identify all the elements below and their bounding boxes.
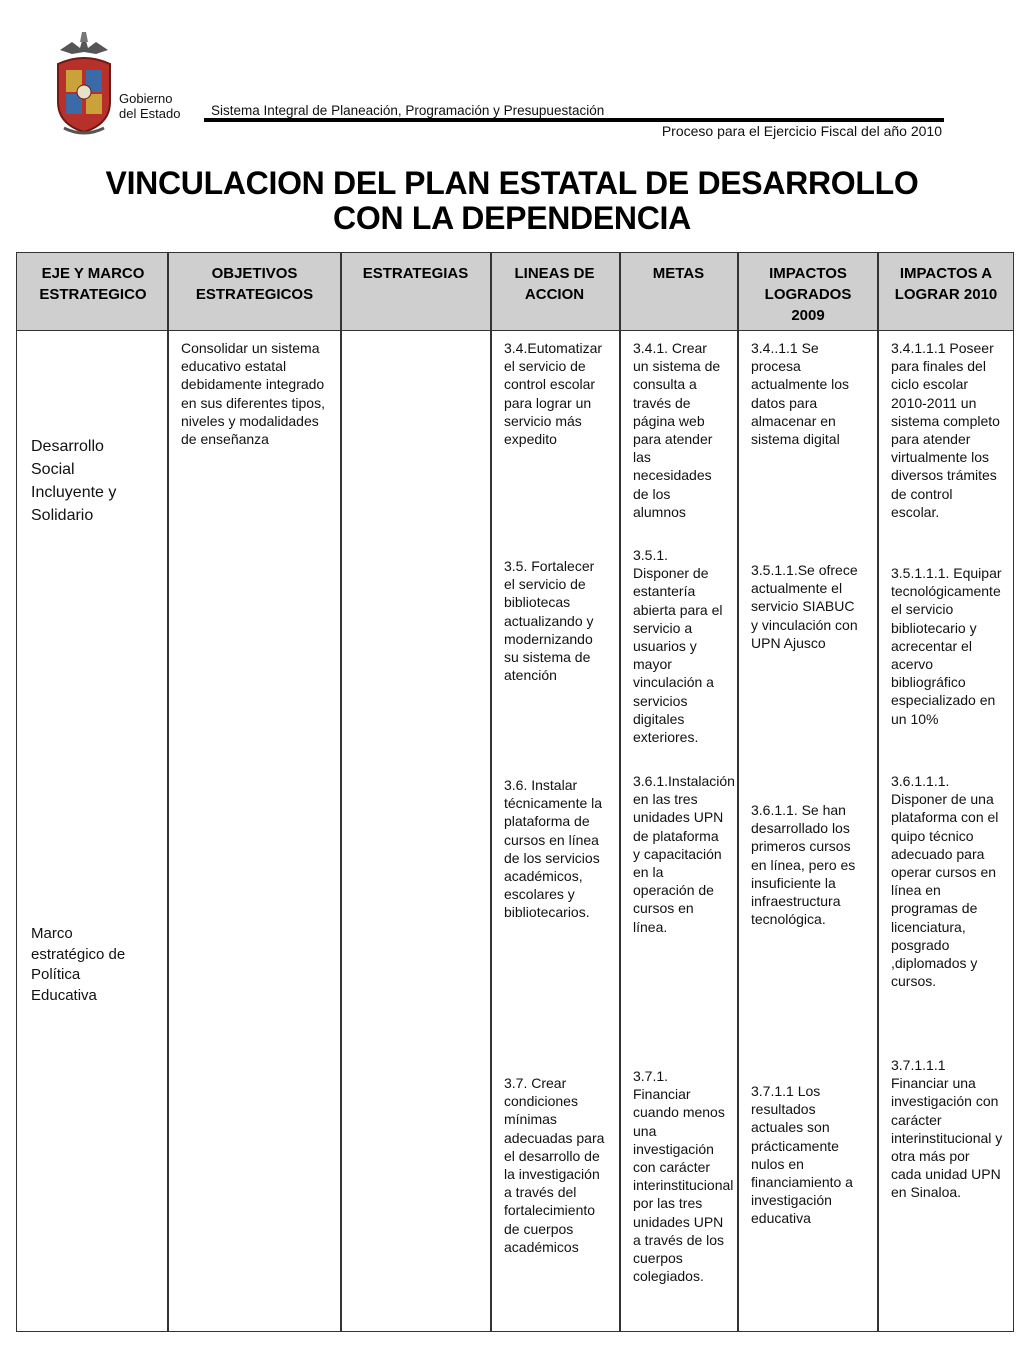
- column-divider: [619, 253, 621, 1331]
- meta-3-7-1: 3.7.1. Financiar cuando menos una investigación con carácter interinstitucional por las tres unidades UPN a través de los cuerpos colegiados.: [633, 1068, 734, 1285]
- linea-3-6: 3.6. Instalar técnicamente la plataforma de cursos en línea de los servicios académicos, escolares y bibliotecarios.: [504, 777, 603, 921]
- header-rule: [204, 118, 944, 122]
- column-divider: [340, 253, 342, 1331]
- lograr-3-6: 3.6.1.1.1. Disponer de una plataforma con el quipo técnico adecuado para operar cursos en línea en programas de licenciatura, posgrado ,diplomados y cursos.: [891, 773, 999, 990]
- state-seal-logo: [52, 28, 116, 138]
- linea-3-4: 3.4.Eutomatizar el servicio de control escolar para lograr un servicio más expedito: [504, 340, 603, 448]
- header-lineas: LINEAS DE ACCION: [514, 265, 595, 303]
- process-label: Proceso para el Ejercicio Fiscal del año 2010: [661, 123, 942, 139]
- meta-3-4-1: 3.4.1. Crear un sistema de consulta a través de página web para atender las necesidades de los alumnos: [633, 340, 721, 520]
- lograr-3-7: 3.7.1.1.1 Financiar una investigación con carácter interinstitucional y otra más por cada unidad UPN en Sinaloa.: [891, 1057, 1003, 1201]
- eje-desarrollo-social: Desarrollo Social Incluyente y Solidario: [31, 438, 117, 524]
- logrado-3-6: 3.6.1.1. Se han desarrollado los primeros cursos en línea, pero es insuficiente la infraestructura tecnológica.: [751, 802, 856, 928]
- lograr-3-4: 3.4.1.1.1 Poseer para finales del ciclo escolar 2010-2011 un sistema completo para atender virtualmente los diversos trámites de control escolar.: [891, 340, 1000, 520]
- objetivo-cell: Consolidar un sistema educativo estatal debidamente integrado en sus diferentes tipos, niveles y modalidades de enseñanza: [181, 340, 325, 448]
- column-divider: [490, 253, 492, 1331]
- linea-3-7: 3.7. Crear condiciones mínimas adecuadas para el desarrollo de la investigación a través del fortalecimiento de cuerpos académicos: [504, 1075, 605, 1255]
- column-divider: [737, 253, 739, 1331]
- page-title: [0, 166, 1024, 236]
- header-metas: METAS: [652, 265, 705, 282]
- logrado-3-5: 3.5.1.1.Se ofrece actualmente el servicio SIABUC y vinculación con UPN Ajusco: [751, 562, 858, 651]
- title-line-2: CON LA DEPENDENCIA: [333, 200, 691, 236]
- meta-3-6-1: 3.6.1.Instalación en las tres unidades UPN de plataforma y capacitación en la operación de cursos en línea.: [633, 773, 735, 935]
- header-lograr: IMPACTOS A LOGRAR 2010: [894, 265, 998, 303]
- header-estrategias: ESTRATEGIAS: [362, 265, 469, 282]
- system-name: Sistema Integral de Planeación, Programación y Presupuestación: [211, 103, 605, 118]
- gov-line-2: del Estado: [119, 106, 181, 121]
- meta-3-5-1: 3.5.1. Disponer de estantería abierta para el servicio a usuarios y mayor vinculación a servicios digitales exteriores.: [633, 547, 723, 746]
- gov-line-1: Gobierno: [119, 91, 173, 106]
- header-logrados: IMPACTOS LOGRADOS 2009: [764, 265, 852, 324]
- column-divider: [167, 253, 169, 1331]
- logrado-3-4: 3.4..1.1 Se procesa actualmente los datos para almacenar en sistema digital: [751, 340, 850, 448]
- column-divider: [877, 253, 879, 1331]
- title-line-1: VINCULACION DEL PLAN ESTATAL DE DESARROLLO: [105, 165, 919, 201]
- header-eje: EJE Y MARCO ESTRATEGICO: [39, 265, 147, 303]
- eje-marco-estrategico: Marco estratégico de Política Educativa: [31, 925, 126, 1004]
- linkage-table: [16, 252, 1014, 1332]
- logrado-3-7: 3.7.1.1 Los resultados actuales son prácticamente nulos en financiamiento a investigación educativa: [751, 1083, 853, 1227]
- government-label: [119, 91, 180, 121]
- lograr-3-5: 3.5.1.1.1. Equipar tecnológicamente el servicio bibliotecario y acrecentar el acervo bibliográfico especializado en un 10%: [891, 565, 1002, 727]
- header-objetivos: OBJETIVOS ESTRATEGICOS: [195, 265, 314, 303]
- linea-3-5: 3.5. Fortalecer el servicio de bibliotecas actualizando y modernizando su sistema de atención: [504, 558, 595, 684]
